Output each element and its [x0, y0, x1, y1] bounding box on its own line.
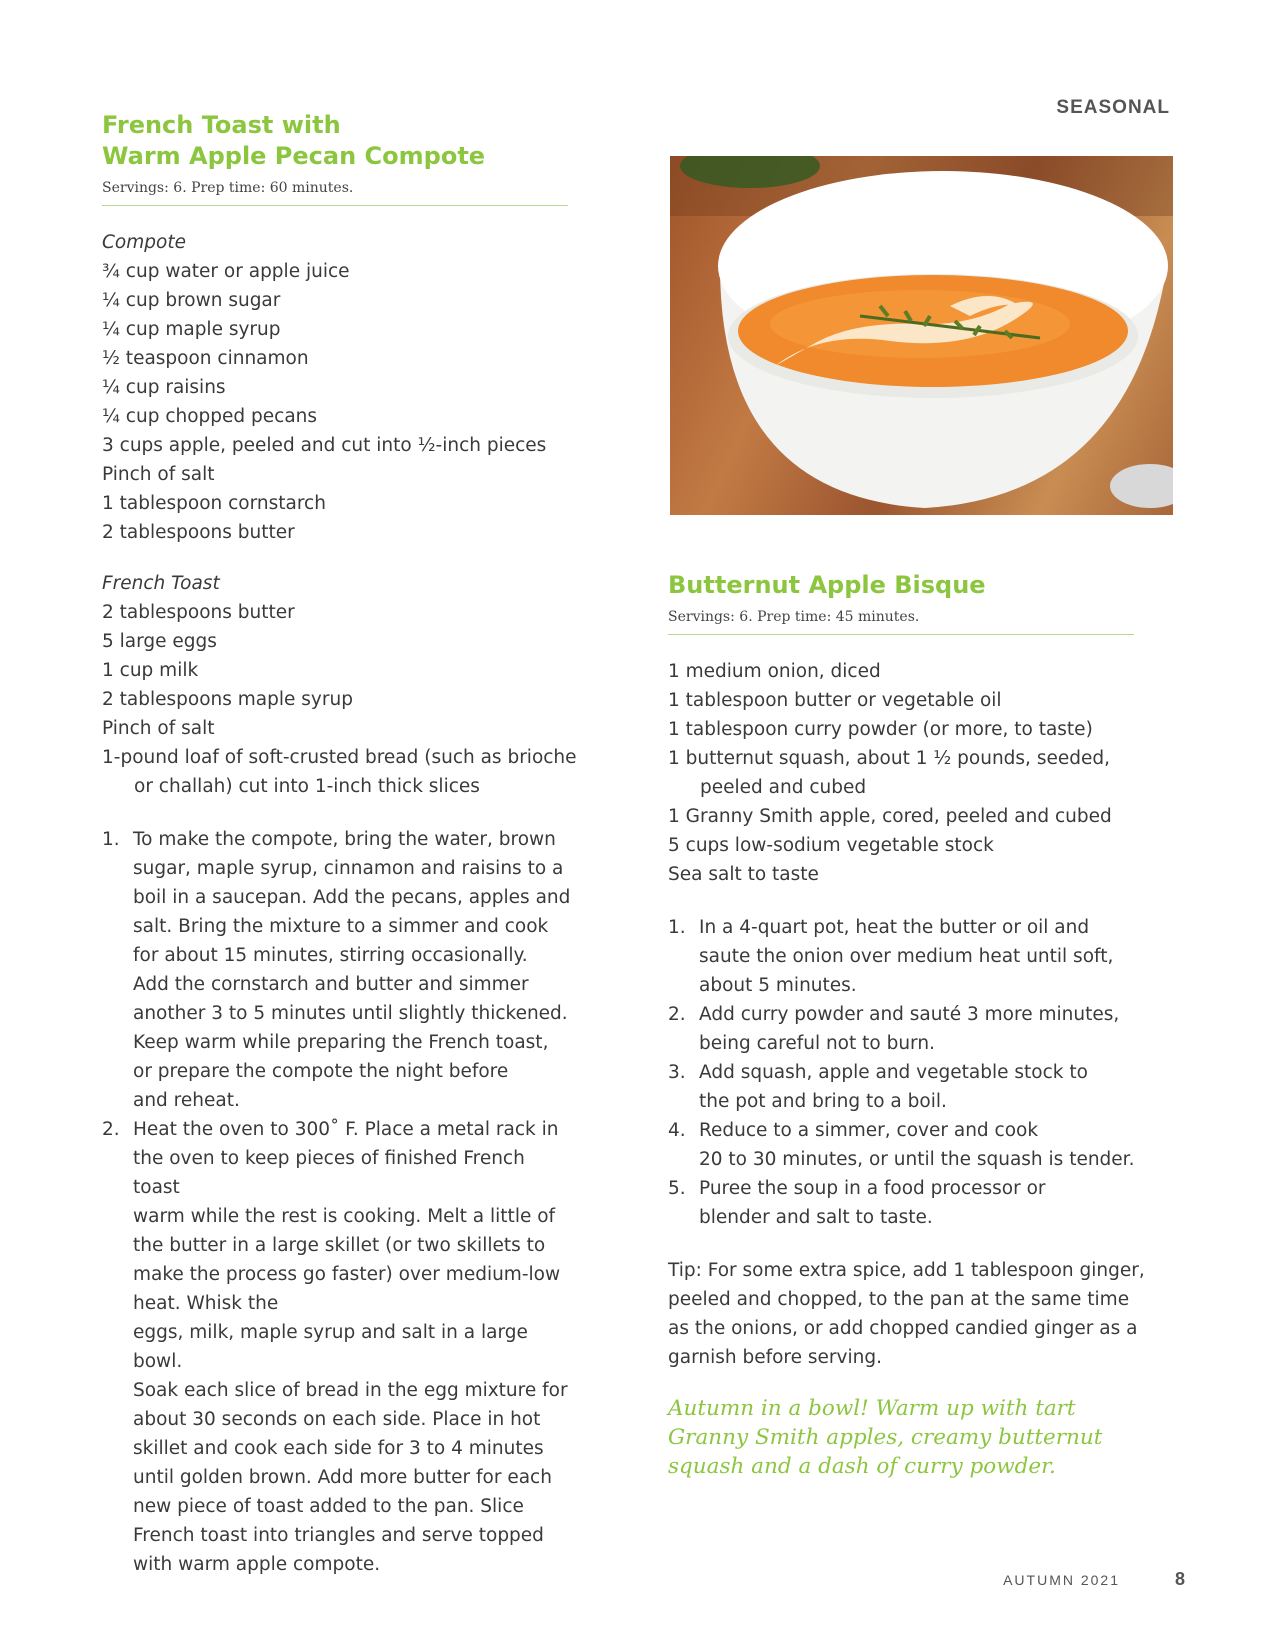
ingredient: ¼ cup brown sugar	[102, 290, 281, 311]
ingredient-continued: or challah) cut into 1-inch thick slices	[134, 776, 480, 797]
ingredient: 1 butternut squash, about 1 ½ pounds, seeded,	[668, 748, 1110, 769]
tip-line: garnish before serving.	[668, 1347, 882, 1368]
ingredient: ¼ cup maple syrup	[102, 319, 281, 340]
step-line: Add the cornstarch and butter and simmer	[133, 974, 529, 995]
recipe-title-line-1: French Toast with	[102, 111, 341, 139]
step-line: To make the compote, bring the water, brown	[133, 829, 556, 850]
step-line: Soak each slice of bread in the egg mixture for	[133, 1380, 568, 1401]
tip-line: as the onions, or add chopped candied ginger as a	[668, 1318, 1138, 1339]
soup-bowl-illustration	[670, 156, 1173, 515]
pull-quote	[668, 1394, 1148, 1481]
ingredient: 3 cups apple, peeled and cut into ½-inch pieces	[102, 435, 547, 456]
pull-quote-line: Granny Smith apples, creamy butternut	[668, 1425, 1103, 1450]
step-line: another 3 to 5 minutes until slightly thickened.	[133, 1003, 568, 1024]
step-line: skillet and cook each side for 3 to 4 minutes	[133, 1438, 544, 1459]
step-line: with warm apple compote.	[133, 1554, 381, 1575]
recipe-french-toast	[102, 110, 577, 1579]
french-toast-steps	[102, 825, 572, 1579]
ingredient: 1 tablespoon cornstarch	[102, 493, 326, 514]
step-line: 20 to 30 minutes, or until the squash is tender.	[699, 1149, 1135, 1170]
ingredient: ½ teaspoon cinnamon	[102, 348, 309, 369]
step-line: the oven to keep pieces of finished French toast	[133, 1148, 525, 1198]
french-toast-ingredients	[102, 569, 577, 801]
step-line: In a 4-quart pot, heat the butter or oil and	[699, 917, 1090, 938]
section-label: SEASONAL	[1056, 97, 1170, 118]
compote-heading: Compote	[102, 232, 186, 253]
step-line: the butter in a large skillet (or two skillets to	[133, 1235, 546, 1256]
ingredient: ¼ cup chopped pecans	[102, 406, 318, 427]
step-line: for about 15 minutes, stirring occasionally.	[133, 945, 528, 966]
step-line: until golden brown. Add more butter for each	[133, 1467, 552, 1488]
ingredient: 1-pound loaf of soft-crusted bread (such as brioche	[102, 747, 577, 768]
ingredient: 2 tablespoons maple syrup	[102, 689, 353, 710]
footer-issue: AUTUMN 2021	[1003, 1572, 1120, 1588]
ingredient: 5 large eggs	[102, 631, 217, 652]
bisque-steps	[668, 913, 1148, 1232]
step-line: Keep warm while preparing the French toast,	[133, 1032, 549, 1053]
ingredient: 1 tablespoon butter or vegetable oil	[668, 690, 1002, 711]
step-line: about 5 minutes.	[699, 975, 857, 996]
ingredient: ¾ cup water or apple juice	[102, 261, 350, 282]
step-line: and reheat.	[133, 1090, 240, 1111]
step-number: 5.	[668, 1178, 686, 1199]
step-number: 3.	[668, 1062, 686, 1083]
step	[668, 913, 1148, 1000]
pull-quote-line: Autumn in a bowl! Warm up with tart	[668, 1396, 1076, 1421]
recipe-meta: Servings: 6. Prep time: 60 minutes.	[102, 180, 568, 206]
step-line: Add squash, apple and vegetable stock to	[699, 1062, 1088, 1083]
step-line: sugar, maple syrup, cinnamon and raisins to a	[133, 858, 564, 879]
ingredient: ¼ cup raisins	[102, 377, 226, 398]
step-line: being careful not to burn.	[699, 1033, 935, 1054]
step-line: eggs, milk, maple syrup and salt in a large bowl.	[133, 1322, 528, 1372]
step-line: about 30 seconds on each side. Place in hot	[133, 1409, 541, 1430]
ingredient: 5 cups low-sodium vegetable stock	[668, 835, 994, 856]
ingredient: Pinch of salt	[102, 464, 215, 485]
step	[668, 1116, 1148, 1174]
tip-line: Tip: For some extra spice, add 1 tablespoon ginger,	[668, 1260, 1145, 1281]
recipe-title	[102, 110, 572, 172]
step	[668, 1000, 1148, 1058]
step-number: 1.	[102, 829, 120, 850]
ingredient: 1 Granny Smith apple, cored, peeled and cubed	[668, 806, 1112, 827]
step	[668, 1058, 1148, 1116]
step-number: 2.	[668, 1004, 686, 1025]
recipe-meta: Servings: 6. Prep time: 45 minutes.	[668, 609, 1134, 635]
recipe-butternut-bisque	[668, 570, 1148, 1481]
step	[668, 1174, 1148, 1232]
ingredient: 2 tablespoons butter	[102, 602, 295, 623]
bisque-ingredients	[668, 657, 1148, 889]
ingredient: 1 medium onion, diced	[668, 661, 881, 682]
soup-photo	[670, 156, 1173, 515]
step-line: or prepare the compote the night before	[133, 1061, 509, 1082]
step-line: new piece of toast added to the pan. Slice	[133, 1496, 524, 1517]
recipe-tip	[668, 1256, 1148, 1372]
ingredient-continued: peeled and cubed	[700, 777, 867, 798]
step-line: Add curry powder and sauté 3 more minutes,	[699, 1004, 1120, 1025]
step-line: Puree the soup in a food processor or	[699, 1178, 1046, 1199]
step-number: 4.	[668, 1120, 686, 1141]
french-toast-heading: French Toast	[102, 573, 220, 594]
ingredient: 1 tablespoon curry powder (or more, to taste)	[668, 719, 1093, 740]
compote-ingredients	[102, 228, 572, 547]
step-line: salt. Bring the mixture to a simmer and cook	[133, 916, 549, 937]
ingredient: Pinch of salt	[102, 718, 215, 739]
recipe-title-line-2: Warm Apple Pecan Compote	[102, 142, 486, 170]
step-line: French toast into triangles and serve topped	[133, 1525, 544, 1546]
ingredient: Sea salt to taste	[668, 864, 819, 885]
step	[102, 825, 572, 1115]
recipe-title: Butternut Apple Bisque	[668, 571, 986, 599]
ingredient: 2 tablespoons butter	[102, 522, 295, 543]
pull-quote-line: squash and a dash of curry powder.	[668, 1454, 1056, 1479]
step-line: the pot and bring to a boil.	[699, 1091, 947, 1112]
step-line: Heat the oven to 300˚ F. Place a metal rack in	[133, 1119, 559, 1140]
step-line: saute the onion over medium heat until soft,	[699, 946, 1114, 967]
step-line: heat. Whisk the	[133, 1293, 279, 1314]
ingredient: 1 cup milk	[102, 660, 199, 681]
tip-line: peeled and chopped, to the pan at the same time	[668, 1289, 1130, 1310]
step-line: warm while the rest is cooking. Melt a little of	[133, 1206, 556, 1227]
step-line: make the process go faster) over medium-low	[133, 1264, 561, 1285]
page-number: 8	[1175, 1569, 1186, 1589]
step-line: blender and salt to taste.	[699, 1207, 933, 1228]
step-number: 2.	[102, 1119, 120, 1140]
step-number: 1.	[668, 917, 686, 938]
step	[102, 1115, 572, 1579]
step-line: Reduce to a simmer, cover and cook	[699, 1120, 1039, 1141]
step-line: boil in a saucepan. Add the pecans, apples and	[133, 887, 571, 908]
